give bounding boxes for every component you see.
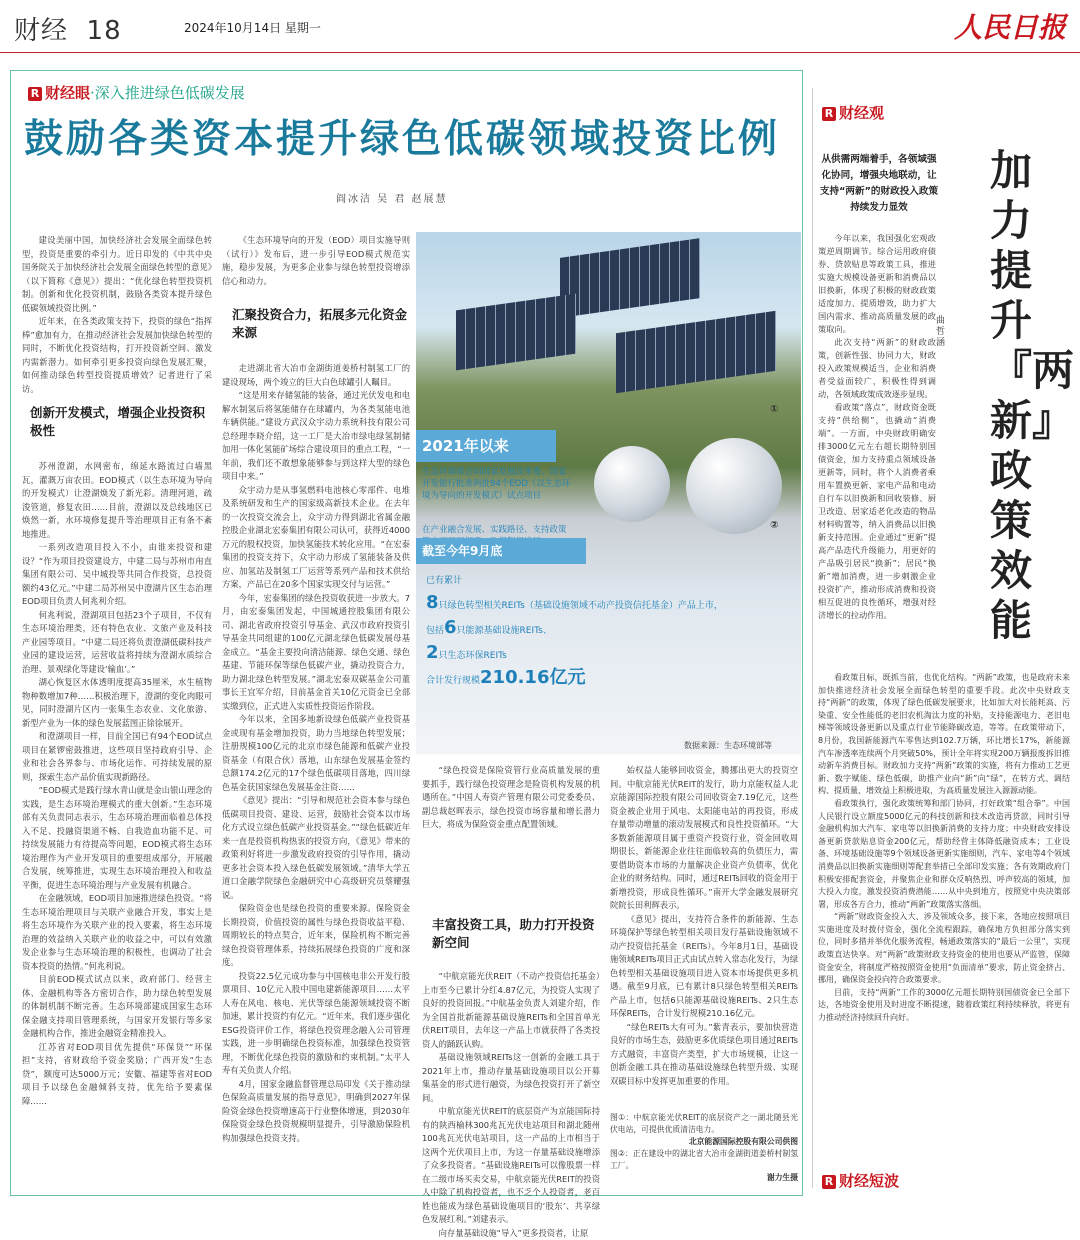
opinion-dek: 从供需两端着手，各领域强化协同，增强央地联动，让支持“两新”的财政投入政策持续发力显效	[819, 154, 939, 213]
since-text-2: 在产业融合发展、实践路径、支持政策	[422, 525, 567, 535]
opinion-headline: 加力提升『两新』政策效能	[990, 146, 1075, 645]
col2-intro: 《生态环境导向的开发（EOD）项目实施导则（试行）》发布后，进一步引导EOD模式规范实施，稳步发展，为更多企业参与绿色转型投资增添信心和动力。	[222, 235, 410, 286]
photo-mark-1: ①	[770, 404, 779, 415]
since-label: 2021年以来	[416, 430, 556, 462]
section-title: 财经 18	[14, 16, 122, 46]
news-brief-title: R 财经短波	[822, 1170, 899, 1191]
r-logo-icon: R	[822, 107, 836, 121]
since-text: 生态环境部会同国家发展改革委、国家开发银行批准两批94个EOD（以生态环境为导向的开发模式）试点项目	[422, 467, 571, 501]
photo-mark-2: ②	[770, 520, 779, 531]
issue-date: 2024年10月14日 星期一	[184, 21, 321, 35]
caption-1-source: 北京能源国际控股有限公司供图	[688, 1137, 798, 1146]
caption-1: 图①：中航京能光伏REIT的底层资产之一湖北随县光伏电站，可提供优质清洁电力。	[610, 1113, 798, 1134]
until-label: 截至今年9月底	[416, 538, 586, 564]
column-divider	[812, 88, 813, 1188]
stat-line-1: 已有累计	[426, 576, 463, 586]
col1-intro: 建设美丽中国，加快经济社会发展全面绿色转型，投资是重要的牵引力。近日印发的《中共中央国务院关于加快经济社会发展全面绿色转型的意见》（以下简称《意见》）提出：“优化绿色转型投资机制。创新和优化投资机制，鼓励各类资本提升绿色低碳领域投资比例。” 近年来，在各类政策支持下，投资的绿色“指挥棒”愈加有力，在推动经济社会发展加快绿色转型的同时，不断优化投资结构，打开投资新空间、激发内需新潜力。如何牵引更多投资向绿色发展汇聚，如何推动绿色转型投资提质增效？记者进行了采访。	[22, 235, 212, 394]
r-logo-icon: R	[822, 1175, 836, 1189]
opinion-column-title: R 财经观	[822, 102, 884, 123]
hydrogen-tank-image	[594, 446, 670, 522]
opinion-author: 曲哲涵	[936, 316, 946, 348]
opinion-body-top: 今年以来，我国强化宏观政策逆周期调节。综合运用政府债券、贷款贴息等政策工具，推进实施大规模设备更新和消费品以旧换新，体现了积极的财政政策适度加力、提质增效，助力扩大国内需求、推动高质量发展的政策取向。 此次支持“两新”的财政政策，创新性强、协同力大，财政投入政策规模适当，企业和消费者受益面较广，积极性得到调动，各领域政策成效逐步显现。 看政策“落点”，财政资金既支持“供给侧”，也撬动“消费端”。一方面，中央财政明确安排3000亿元左右超长期特别国债资金，加力支持重点领域设备更新等，同时，将个人消费者乘用车置换更新、家电产品和电动自行车以旧换新和回收装修、厨卫改造、居家适老化改造的物品材料购置等，纳入消费品以旧换新支持范围。企业通过“更新”提高产品迭代升级能力，用更好的产品吸引居民“换新”；居民“换新”增加消费，进一步刺激企业投资扩产，推动形成消费和投资相互促进的良性循环，增强对经济增长的拉动作用。	[818, 233, 936, 620]
col3-body: “中航京能光伏REIT（不动产投资信托基金）上市至今已累计分红4.87亿元，为投资人实现了良好的投资回报。”中航基金负责人刘建介绍，作为全国首批新能源基础设施REITs和全国首单光伏REIT项目，去年这一产品上市就获得了各类投资人的踊跃认购。 基础设施领域REITs这一创新的金融工具于2021年上市，推动存量基础设施项目以公开募集基金的形式进行融资，为绿色投资打开了新空间。 中航京能光伏REIT的底层资产为京能国际持有的陕西榆林300兆瓦光伏电站项目和湖北随州100兆瓦光伏电站项目，这一产品的上市相当于这两个光伏项目上市，为这一存量基础设施增添了众多投资者。“基础设施REITs可以像股票一样在二级市场买卖交易，中航京能光伏REIT的投资人中除了机构投资者，也不乏个人投资者，老百姓也能成为绿色基础设施项目的‘股东’、共享绿色发展红利。”刘建表示。 向存量基础设施“导入”更多投资者，让原	[422, 971, 600, 1238]
caption-2-source: 谢力生摄	[766, 1173, 798, 1182]
solar-panel-image	[616, 311, 776, 393]
col3-intro: “绿色投资是保险资管行业高质量发展的重要抓手，践行绿色投资理念是险资机构发展的机遇所在。”中国人寿资产管理有限公司党委委员、副总裁赵晖表示，绿色投资市场容量和增长潜力巨大，将成为保险资金重点配置领域。	[422, 765, 600, 829]
column-eyebrow: R 财经眼·深入推进绿色低碳发展	[28, 82, 245, 103]
subhead-3: 丰富投资工具，助力打开投资新空间	[432, 917, 595, 950]
subhead-2: 汇聚投资合力，拓展多元化资金来源	[232, 307, 408, 340]
reits-stats	[426, 570, 726, 692]
photo-infographic	[416, 232, 801, 754]
col4-body: 始权益人能够回收资金，腾挪出更大的投资空间。中航京能光伏REIT的发行，助力京能权益人北京能源国际控股有限公司回收资金7.19亿元，这些资金被企业用于风电、太阳能电站的再投资，形成存量带动增量的滚动发展模式和良性投资循环。“大多数新能源项目属于重资产投资行业，资金回收周期很长，新能源企业往往面临较高的负债压力，需要借助资本市场的力量解决企业资产负债率，优化企业的财务结构。同时，通过REITs回收的资金用于新增投资，形成良性循环。”南开大学金融发展研究院院长田利辉表示。 《意见》提出，支持符合条件的新能源、生态环境保护等绿色转型相关项目发行基础设施领域不动产投资信托基金（REITs）。今年8月1日，基础设施领域REITs项目正式由试点转入常态化发行，为绿色转型相关基础设施项目进入资本市场提供更多机遇。截至9月底，已有累计8只绿色转型相关REITs产品上市，包括6只能源基础设施REITs、2只生态环保REITs，合计发行规模210.16亿元。 “绿色REITs大有可为。”紫青表示，要加快营造良好的市场生态，鼓励更多优质绿色项目通过REITs方式融资，丰富资产类型，扩大市场规模，让这一创新金融工具在推动基础设施绿色转型升级、实现双碳目标中发挥更加重要的作用。	[610, 765, 798, 1086]
byline: 阎冰洁 吴 君 赵展慧	[336, 194, 448, 205]
photo-captions	[610, 1112, 798, 1188]
data-source: 数据来源：生态环境部等	[684, 741, 772, 750]
headline: 鼓励各类资本提升绿色低碳领域投资比例	[24, 117, 781, 162]
r-logo-icon: R	[28, 87, 42, 101]
stat-line-4: 2只生态环保REITs	[426, 642, 507, 663]
newspaper-logo: 人民日报	[953, 11, 1066, 44]
caption-2: 图②：正在建设中的湖北省大冶市金湖街道姜桥村制氢工厂。	[610, 1149, 798, 1170]
solar-panel-image	[456, 294, 576, 371]
stat-line-3: 包括6只能源基础设施REITs、	[426, 617, 552, 638]
col1-body: 苏州澄湖，水网密布，绵延水路流过白墙黑瓦，灌溉万亩农田。EOD模式（以生态环境为导向的开发模式）让澄湖焕发了新光彩。清理河道，疏浚管道，修复农田……目前，澄湖以及总线地区已焕然一新，水环境修复提升等治理项目正有条不紊地推进。 一系列改造项目投入不小，由谁来投资和建设？“作为项目投资建设方，中建二局与苏州市甪直集团有限公司、吴中城投等共同合作投资，总投资额约43亿元。”中建二局苏州吴中澄湖片区生态治理EOD项目负责人何兆利介绍。 何兆利说，澄湖项目包括23个子项目，不仅有生态环境治理类，还有特色农业、文旅产业及科技产业园等项目。“中建二局还将负责澄湖低碳科技产业园的建设运营，运营收益将持续为澄湖水质综合治理、景观绿化等建设‘输血’。” 湖心恢复区水体透明度提高35厘米，水生植物物种数增加7种……积极治理下，澄湖的变化肉眼可见，同时澄湖片区内一张集生态农业、文化旅游、新型产业为一体的绿色发展蓝图正徐徐展开。 和澄湖项目一样，目前全国已有94个EOD试点项目在紧锣密鼓推进，这些项目坚持政府引导、企业和社会各界参与、市场化运作、可持续发展的原则，探索生态产品价值实现新路径。 “EOD模式是践行绿水青山就是金山银山理念的实践，是生态环境治理模式的重大创新。”生态环境部有关负责同志表示，生态环境治理面临着总体投入不足、投融资渠道不畅、自我造血功能不足、可持续发展能力有待提高等问题，EOD模式将生态环境治理作为产业开发项目的重要组成部分，开展融合发展，统筹推进，实现生态环境治理投入和收益平衡，促进生态环境治理与产业发展有机融合。 在金融领域，EOD项目加速推进绿色投资。“将生态环境治理项目与关联产业融合开发，事实上是将生态环境作为关联产业的投入要素，将生态环境治理的效益纳入关联产业的收益之中，可以有效激发企业参与生态环境治理的积极性，也调动了社会资本投资的热情。”何兆利说。 目前EOD模式试点以来，政府部门、经营主体、金融机构等各方密切合作，助力绿色转型发展的体制机制不断完善。生态环境部建成国家生态环保金融支持项目管理系统，与国家开发银行等多家金融机构合作，推进金融资金精准投入。 江苏省对EOD项目优先提供“环保贷”“环保担”支持，省财政给予资金奖励；广西开发“生态贷”，额度可达5000万元；安徽、福建等省对EOD项目予以绿色金融倾斜支持，优先给予要素保障……	[22, 461, 212, 1106]
stat-line-2: 8只绿色转型相关REITs（基础设施领域不动产投资信托基金）产品上市，	[426, 592, 723, 613]
solar-panel-image	[560, 238, 700, 318]
subhead-1: 创新开发模式，增强企业投资积极性	[30, 405, 206, 438]
col2-body: 走进湖北省大冶市金湖街道姜桥村制氢工厂的建设现场，两个竣立的巨大白色球罐引人瞩目。 “这是用来存储氢能的装备，通过光伏发电和电解水制氢后将氢能储存在球罐内，为各类氢能电池车辆供能。”建设方武汉众宇动力系统科技有限公司总经理李晓介绍，这一工厂是大冶市绿电绿氢制储加用一体化氢能矿场综合建设项目的重点工程，“一年前，我们还不敢想象能够参与到这样大型的绿色项目中来。” 众宇动力是从事氢燃料电池核心零部件、电堆及系统研发和生产的国家级高新技术企业。在去年的一次投资交流会上，众宇动力得到湖北省属金融控股企业湖北宏泰集团有限公司认可，获得近4000万元的股权投资，加快氢能技术转化应用。“在宏泰集团的投资支持下，众宇动力形成了氢能装备及供应、加氢站及制氢工厂运营等系列产品和技术供给方案，产品已在20多个国家实现交付与运营。” 今年，宏泰集团的绿色投资收获进一步放大。7月，由宏泰集团发起，中国城通控股集团有限公司、湖北省政府投资引导基金、武汉市政府投资引导基金共同组建的100亿元湖北绿色低碳发展母基金成立。“基金主要投向清洁能源、绿色交通、绿色基建、节能环保等绿色低碳产业，撬动投资合力，助力湖北绿色转型发展。”湖北宏泰双碳基金公司董事长王宜军介绍，目前基金首关10亿元资金已全部实缴到位，正式进入实质性投资运作阶段。 今年以来，全国多地新设绿色低碳产业投资基金或现有基金增加投资，助力当地绿色转型发展；注册规模100亿元的北京市绿色能源和低碳产业投资基金（有限合伙）落地，山东绿色发展基金签约总额174.2亿元的17个绿色低碳项目落地，四川绿色基金获国家绿色发展基金注资…… 《意见》提出：“引导和规范社会资本参与绿色低碳项目投资、建设、运营，鼓励社会资本以市场化方式设立绿色低碳产业投资基金。”“绿色低碳近年来一直是投资机构热衷的投资方向，《意见》带来的政策利好将进一步激发政府投资的引导作用，撬动更多社会资本投入绿色低碳发展领域。”清华大学五道口金融学院绿色金融研究中心高级研究员蔡耀强说。 保险资金也是绿色投资的重要来源。保险资金长期投资，价值投资的属性与绿色投资收益平稳、周期较长的特点契合，近年来，保险机构不断完善绿色投资管理体系，持续拓展绿色投资的广度和深度。 投资22.5亿元成功参与中国核电非公开发行股票项目、10亿元入股中国电建新能源项目……太平人寿在风电、核电、光伏等绿色能源领域投资不断加速，累计投资约有亿元。“近年来，我们逐步强化ESG投资评价工作，将绿色投资理念融入公司管理实践，进一步明确绿色投资标准，加强绿色投资管理，不断优化绿色投资的激励和约束机制。”太平人寿有关负责人介绍。 4月，国家金融监督管理总局印发《关于推动绿色保险高质量发展的指导意见》，明确到2027年保险资金绿色投资增速高于行业整体增速，到2030年保险资金绿色投资规模明显提升，引导激励保险机构加强绿色投资支持。	[222, 363, 410, 1143]
opinion-body-bottom: 看政策目标，既抓当前，也优化结构。“两新”政策，也是政府未来加快推进经济社会发展全面绿色转型的重要手段。此次中央财政支持“两新”的政策，体现了绿色低碳发展要求，比如加大对长能耗高、污染重、安全性能低的老旧农机淘汰力度的补贴，支持能源电力、老旧电梯等领域设备更新以及重点行业节能降碳改造，等等。在政策带动下，8月份，我国新能源汽车零售达到102.7万辆，环比增长17%，新能源汽车渗透率连续两个月突破50%，预计全年将实现200万辆报废拆旧推动新车消费目标。财政加力支持“两新”政策的实施，将有力推动工艺更新、数字赋能、绿色低碳，助推产业向“新”向“绿”，在转方式、调结构、提质量、增效益上积极进取，为高质量发展注入源源动能。 看政策执行，强化政策统筹和部门协同，打好政策“组合拳”。中国人民银行设立额度5000亿元的科技创新和技术改造再贷款，同时引导金融机构加大汽车、家电等以旧换新消费的支持力度；中央财政安排设备更新贷款贴息资金200亿元，帮助经营主体降低融资成本；工业设备、环境基础设施等9个领域设备更新实施细则，汽车、家电等4个领域消费品以旧换新实施细则等配套举措已全部印发实施；各有效期政府门积极安排配套资金，并聚焦企业和群众反响热烈、呼声较高的领域，加大投入力度，激发投资消费潜能……从中央到地方，按照党中央决策部署，形成各方合力，推动“两新”政策落实落细。 “两新”财政资金投入大、涉及领域众多，接下来，各地应按照项目实施进度及时拨付资金，强化全流程跟踪，确保地方负担部分落实到位，同时多措并举优化服务流程，畅通政策落实的“最后一公里”，实现政策直达快享。对“两新”政策财政支持资金的使用也要从严监管，保障资金安全，将制度严格按照资金使用“负面清单”要求，防止资金挤占、挪用，确保资金投向符合政策要求。 目前，支持“两新”工作的3000亿元超长期特别国债资金已全部下达，各地资金使用及时进度不断提速，随着政策红利持续释放，将更有力推动经济持续回升向好。	[818, 673, 1070, 1023]
hydrogen-tank-image	[686, 438, 782, 534]
masthead	[0, 0, 1080, 53]
stat-line-5: 合计发行规模210.16亿元	[426, 667, 586, 688]
